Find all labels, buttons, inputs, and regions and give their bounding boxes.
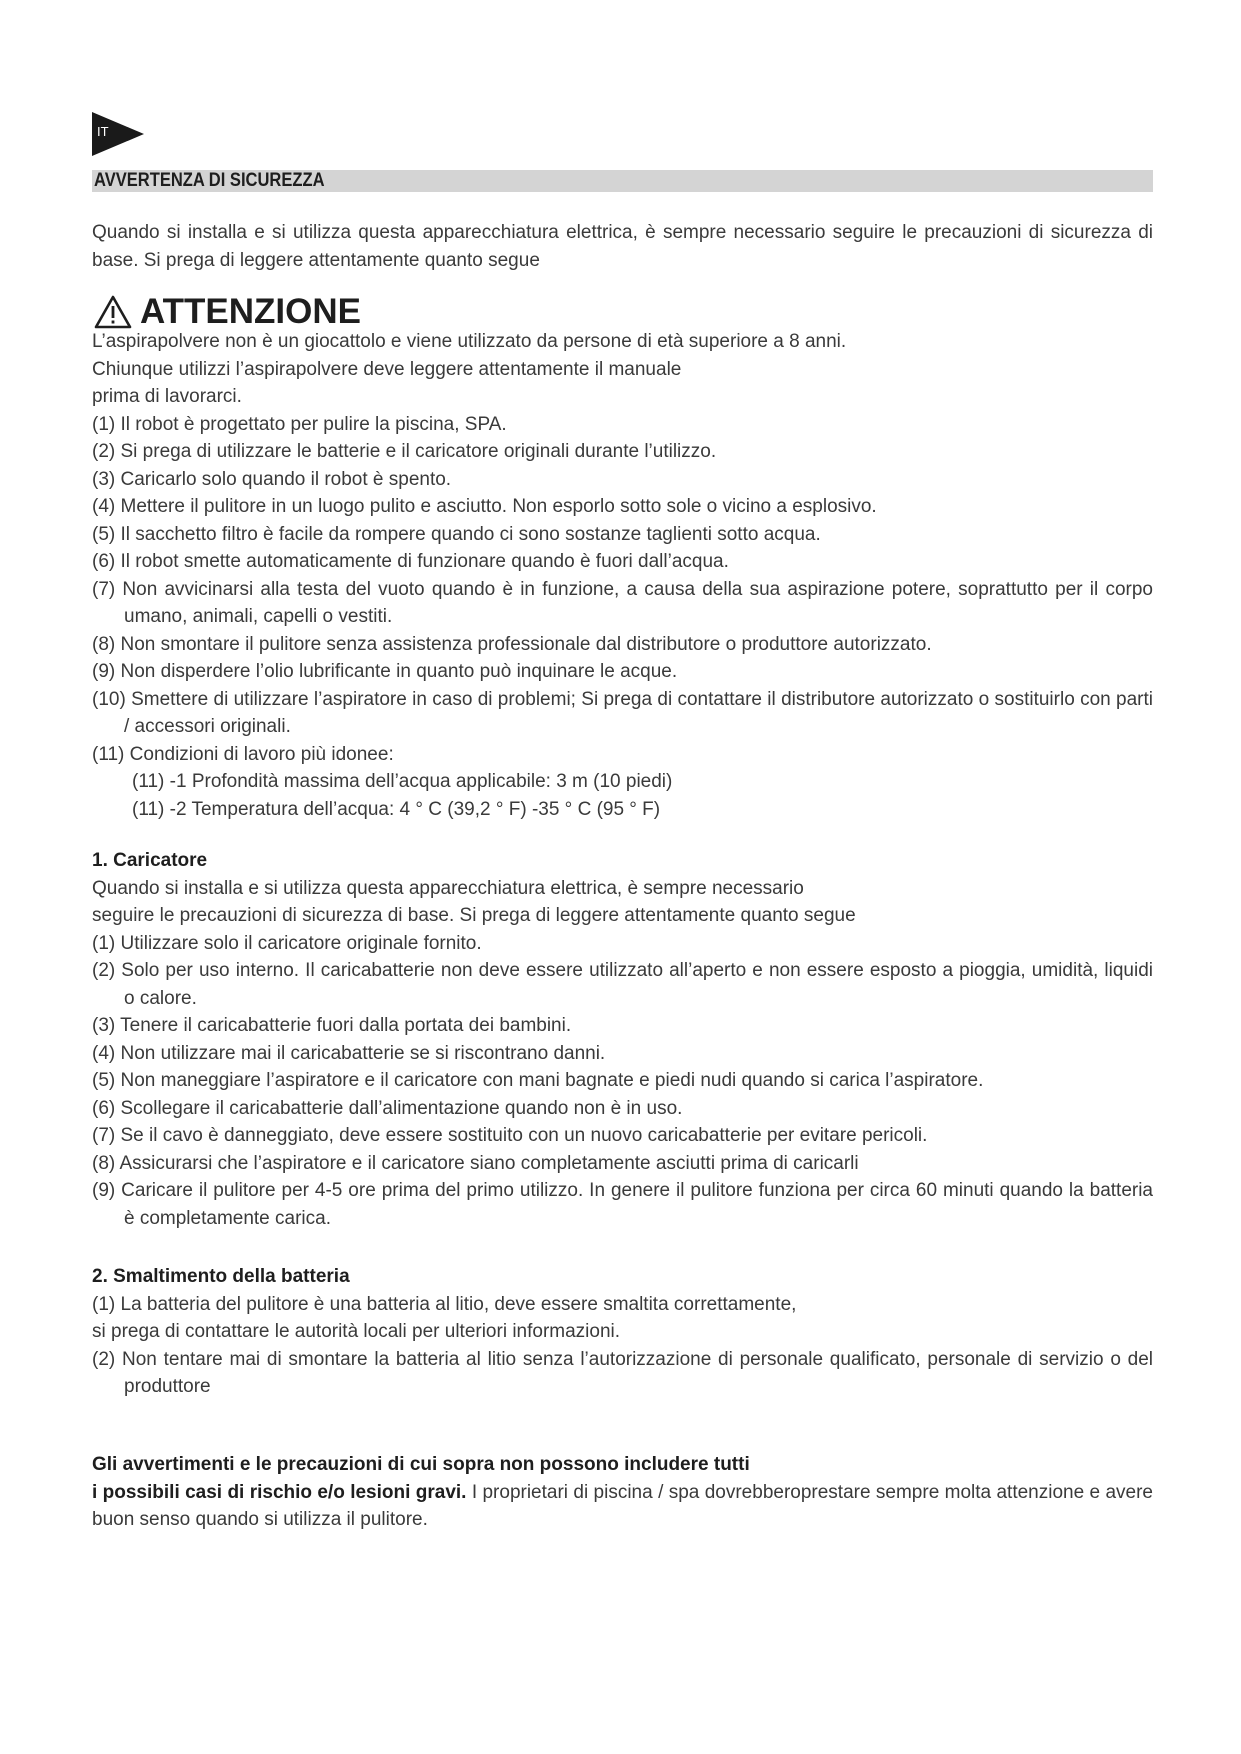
attention-title: ATTENZIONE [140, 292, 362, 331]
attention-item: (5) Il sacchetto filtro è facile da rompere quando ci sono sostanze taglienti sotto acqua. [92, 523, 821, 545]
closing-paragraph [92, 1451, 1153, 1534]
attention-item: (4) Mettere il pulitore in un luogo pulito e asciutto. Non esporlo sotto sole o vicino a esplosivo. [92, 496, 877, 517]
attention-item: (2) Si prega di utilizzare le batterie e il caricatore originali durante l’utilizzo. [92, 441, 717, 462]
closing-text: I proprietari di piscina / spa dovrebberoprestare sempre molta attenzione e avere buon senso quando si utilizza il pulitore. [92, 1481, 1153, 1530]
section-title: AVVERTENZA DI SICUREZZA [94, 170, 325, 191]
attention-body [92, 328, 1153, 823]
charger-item: (1) Utilizzare solo il caricatore originale fornito. [92, 932, 482, 954]
charger-heading: 1. Caricatore [92, 850, 208, 871]
charger-item: (5) Non maneggiare l’aspiratore e il caricatore con mani bagnate e piedi nudi quando si carica l’aspiratore. [92, 1070, 984, 1091]
charger-item: (6) Scollegare il caricabatterie dall’alimentazione quando non è in uso. [92, 1097, 683, 1119]
attention-heading [94, 292, 361, 332]
attention-line: prima di lavorarci. [92, 386, 242, 407]
charger-item: (4) Non utilizzare mai il caricabatterie se si riscontrano danni. [92, 1042, 606, 1064]
attention-sub-item: (11) -1 Profondità massima dell’acqua applicabile: 3 m (10 piedi) [132, 771, 673, 792]
charger-item: (8) Assicurarsi che l’aspiratore e il caricatore siano completamente asciutti prima di caricarli [92, 1152, 859, 1174]
charger-line: Quando si installa e si utilizza questa apparecchiatura elettrica, è sempre necessario [92, 877, 804, 899]
battery-item-line: si prega di contattare le autorità locali per ulteriori informazioni. [92, 1321, 621, 1342]
charger-line: seguire le precauzioni di sicurezza di base. Si prega di leggere attentamente quanto segue [92, 905, 856, 926]
attention-item: (11) Condizioni di lavoro più idonee: [92, 743, 394, 765]
attention-item: (8) Non smontare il pulitore senza assistenza professionale dal distributore o produttore autorizzato. [92, 633, 932, 655]
closing-bold-line: Gli avvertimenti e le precauzioni di cui sopra non possono includere tutti [92, 1454, 750, 1475]
battery-section [92, 1263, 1153, 1401]
attention-item: (6) Il robot smette automaticamente di funzionare quando è fuori dall’acqua. [92, 551, 729, 572]
charger-section [92, 847, 1153, 1232]
battery-item-line: (1) La batteria del pulitore è una batteria al litio, deve essere smaltita correttamente, [92, 1293, 797, 1315]
attention-line: L’aspirapolvere non è un giocattolo e viene utilizzato da persone di età superiore a 8 anni. [92, 331, 847, 352]
attention-item: (7) Non avvicinarsi alla testa del vuoto quando è in funzione, a causa della sua aspirazione potere, soprattutto per il corpo umano, animali, capelli o vestiti. [92, 578, 1153, 627]
attention-line: Chiunque utilizzi l’aspirapolvere deve leggere attentamente il manuale [92, 358, 682, 380]
charger-item: (7) Se il cavo è danneggiato, deve essere sostituito con un nuovo caricabatterie per evitare pericoli. [92, 1125, 928, 1146]
attention-sub-item: (11) -2 Temperatura dell’acqua: 4 ° C (39,2 ° F) -35 ° C (95 ° F) [132, 798, 661, 820]
battery-item: (2) Non tentare mai di smontare la batteria al litio senza l’autorizzazione di personale qualificato, personale di servizio o del produttore [92, 1348, 1153, 1397]
charger-item: (3) Tenere il caricabatterie fuori dalla portata dei bambini. [92, 1015, 572, 1036]
attention-item: (10) Smettere di utilizzare l’aspiratore in caso di problemi; Si prega di contattare il distributore autorizzato o sostituirlo con parti / accessori originali. [92, 688, 1153, 737]
closing-bold-line: i possibili casi di rischio e/o lesioni gravi. [92, 1481, 467, 1503]
attention-item: (9) Non disperdere l’olio lubrificante in quanto può inquinare le acque. [92, 661, 678, 682]
charger-item: (9) Caricare il pulitore per 4-5 ore prima del primo utilizzo. In genere il pulitore funziona per circa 60 minuti quando la batteria è completamente carica. [92, 1180, 1153, 1229]
attention-item: (3) Caricarlo solo quando il robot è spento. [92, 468, 452, 490]
charger-item: (2) Solo per uso interno. Il caricabatterie non deve essere utilizzato all’aperto e non essere esposto a pioggia, umidità, liquidi o calore. [92, 960, 1153, 1009]
attention-item: (1) Il robot è progettato per pulire la piscina, SPA. [92, 413, 507, 435]
language-label: IT [97, 124, 109, 139]
warning-triangle-icon [94, 295, 132, 329]
intro-paragraph: Quando si installa e si utilizza questa apparecchiatura elettrica, è sempre necessario seguire le precauzioni di sicurezza di base. Si prega di leggere attentamente quanto segue [92, 222, 1153, 271]
battery-heading: 2. Smaltimento della batteria [92, 1266, 350, 1287]
